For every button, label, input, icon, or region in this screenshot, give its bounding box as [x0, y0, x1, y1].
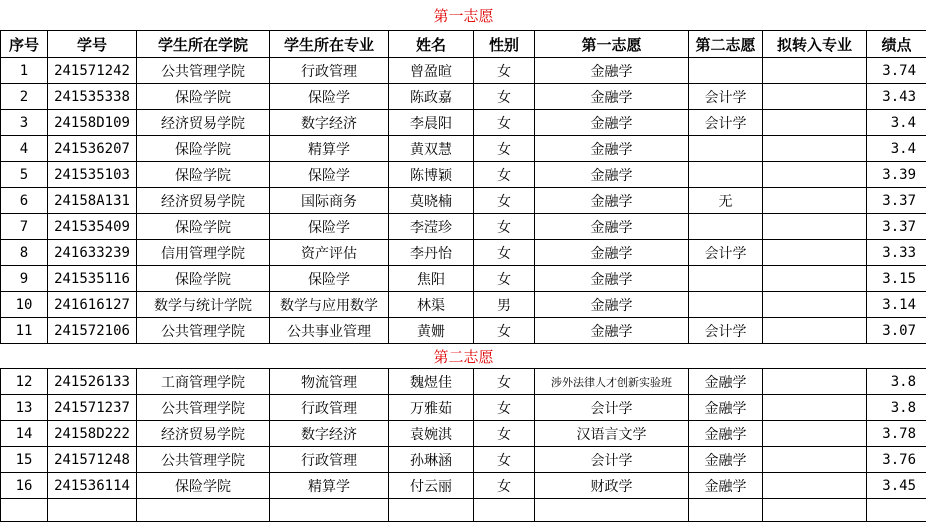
cell-first-choice: 金融学 — [535, 84, 689, 110]
cell-target-major — [763, 162, 867, 188]
cell-first-choice: 金融学 — [535, 188, 689, 214]
cell-student-id: 24158A131 — [48, 188, 137, 214]
cell-gender: 女 — [474, 84, 535, 110]
cell-gpa: 3.76 — [867, 447, 926, 473]
cell-college: 数学与统计学院 — [137, 292, 270, 318]
cell-gpa: 3.78 — [867, 421, 926, 447]
empty-cell — [48, 499, 137, 522]
table-row — [1, 188, 926, 214]
empty-cell — [474, 499, 535, 522]
first-choice-title: 第一志愿 — [433, 6, 494, 25]
table-row — [1, 447, 926, 473]
cell-target-major — [763, 369, 867, 395]
cell-gender: 女 — [474, 473, 535, 499]
cell-college: 经济贸易学院 — [137, 188, 270, 214]
cell-target-major — [763, 421, 867, 447]
header-gender: 性别 — [474, 31, 535, 58]
cell-gpa: 3.37 — [867, 188, 926, 214]
empty-cell — [137, 499, 270, 522]
cell-major: 保险学 — [270, 214, 389, 240]
cell-index: 2 — [1, 84, 48, 110]
cell-name: 李滢珍 — [389, 214, 474, 240]
cell-gender: 女 — [474, 421, 535, 447]
cell-gender: 女 — [474, 318, 535, 344]
header-row — [1, 31, 926, 58]
cell-first-choice: 会计学 — [535, 447, 689, 473]
cell-second-choice — [689, 162, 763, 188]
table-row — [1, 136, 926, 162]
cell-first-choice: 金融学 — [535, 240, 689, 266]
cell-name: 陈政嘉 — [389, 84, 474, 110]
second-choice-title: 第二志愿 — [1, 344, 926, 369]
cell-gender: 男 — [474, 292, 535, 318]
empty-cell — [270, 499, 389, 522]
cell-index: 13 — [1, 395, 48, 421]
cell-major: 保险学 — [270, 162, 389, 188]
cell-name: 付云丽 — [389, 473, 474, 499]
cell-gender: 女 — [474, 188, 535, 214]
cell-index: 14 — [1, 421, 48, 447]
cell-first-choice: 金融学 — [535, 136, 689, 162]
table-row — [1, 214, 926, 240]
table-row — [1, 84, 926, 110]
cell-major: 数字经济 — [270, 421, 389, 447]
cell-college: 经济贸易学院 — [137, 110, 270, 136]
cell-name: 李丹怡 — [389, 240, 474, 266]
table-row — [1, 58, 926, 84]
cell-second-choice — [689, 214, 763, 240]
cell-name: 袁婉淇 — [389, 421, 474, 447]
cell-college: 保险学院 — [137, 84, 270, 110]
table-row — [1, 292, 926, 318]
cell-student-id: 24158D222 — [48, 421, 137, 447]
cell-student-id: 241536114 — [48, 473, 137, 499]
cell-gpa: 3.33 — [867, 240, 926, 266]
cell-major: 保险学 — [270, 84, 389, 110]
cell-target-major — [763, 214, 867, 240]
cell-gender: 女 — [474, 240, 535, 266]
cell-index: 4 — [1, 136, 48, 162]
cell-major: 物流管理 — [270, 369, 389, 395]
table-row — [1, 473, 926, 499]
cell-gender: 女 — [474, 266, 535, 292]
cell-name: 万雅茹 — [389, 395, 474, 421]
cell-first-choice: 金融学 — [535, 214, 689, 240]
cell-first-choice: 金融学 — [535, 266, 689, 292]
cell-major: 国际商务 — [270, 188, 389, 214]
cell-major: 行政管理 — [270, 447, 389, 473]
cell-index: 9 — [1, 266, 48, 292]
cell-index: 7 — [1, 214, 48, 240]
cell-student-id: 24158D109 — [48, 110, 137, 136]
empty-cell — [867, 499, 926, 522]
cell-target-major — [763, 84, 867, 110]
cell-student-id: 241633239 — [48, 240, 137, 266]
cell-name: 陈博颖 — [389, 162, 474, 188]
table-row — [1, 369, 926, 395]
cell-college: 保险学院 — [137, 266, 270, 292]
cell-target-major — [763, 188, 867, 214]
cell-index: 12 — [1, 369, 48, 395]
header-second-choice: 第二志愿 — [689, 31, 763, 58]
table-row — [1, 395, 926, 421]
cell-index: 1 — [1, 58, 48, 84]
header-major: 学生所在专业 — [270, 31, 389, 58]
cell-name: 孙琳涵 — [389, 447, 474, 473]
cell-gender: 女 — [474, 58, 535, 84]
cell-student-id: 241571237 — [48, 395, 137, 421]
cell-college: 公共管理学院 — [137, 447, 270, 473]
cell-index: 6 — [1, 188, 48, 214]
cell-first-choice: 涉外法律人才创新实验班 — [535, 369, 689, 395]
cell-major: 保险学 — [270, 266, 389, 292]
cell-target-major — [763, 110, 867, 136]
table-row — [1, 318, 926, 344]
cell-index: 15 — [1, 447, 48, 473]
cell-name: 李晨阳 — [389, 110, 474, 136]
cell-gpa: 3.37 — [867, 214, 926, 240]
cell-college: 公共管理学院 — [137, 318, 270, 344]
header-name: 姓名 — [389, 31, 474, 58]
cell-target-major — [763, 395, 867, 421]
table-row — [1, 110, 926, 136]
cell-index: 11 — [1, 318, 48, 344]
cell-major: 行政管理 — [270, 58, 389, 84]
cell-target-major — [763, 58, 867, 84]
cell-student-id: 241536207 — [48, 136, 137, 162]
cell-gender: 女 — [474, 447, 535, 473]
header-index: 序号 — [1, 31, 48, 58]
cell-second-choice: 会计学 — [689, 84, 763, 110]
cell-first-choice: 汉语言文学 — [535, 421, 689, 447]
table-row — [1, 266, 926, 292]
cell-major: 数字经济 — [270, 110, 389, 136]
cell-index: 3 — [1, 110, 48, 136]
cell-first-choice: 金融学 — [535, 318, 689, 344]
cell-target-major — [763, 136, 867, 162]
cell-second-choice — [689, 292, 763, 318]
cell-student-id: 241535103 — [48, 162, 137, 188]
header-student-id: 学号 — [48, 31, 137, 58]
cell-student-id: 241572106 — [48, 318, 137, 344]
cell-first-choice: 金融学 — [535, 58, 689, 84]
cell-second-choice — [689, 136, 763, 162]
cell-name: 莫晓楠 — [389, 188, 474, 214]
cell-gender: 女 — [474, 214, 535, 240]
cell-name: 黄姗 — [389, 318, 474, 344]
cell-major: 精算学 — [270, 473, 389, 499]
cell-college: 工商管理学院 — [137, 369, 270, 395]
cell-gender: 女 — [474, 369, 535, 395]
cell-major: 行政管理 — [270, 395, 389, 421]
cell-second-choice: 金融学 — [689, 473, 763, 499]
cell-target-major — [763, 473, 867, 499]
cell-gender: 女 — [474, 162, 535, 188]
cell-student-id: 241571242 — [48, 58, 137, 84]
cell-second-choice: 金融学 — [689, 369, 763, 395]
cell-student-id: 241535338 — [48, 84, 137, 110]
cell-name: 黄双慧 — [389, 136, 474, 162]
cell-gpa: 3.4 — [867, 110, 926, 136]
cell-second-choice: 会计学 — [689, 318, 763, 344]
cell-index: 8 — [1, 240, 48, 266]
header-first-choice: 第一志愿 — [535, 31, 689, 58]
cell-target-major — [763, 318, 867, 344]
cell-college: 经济贸易学院 — [137, 421, 270, 447]
cell-student-id: 241571248 — [48, 447, 137, 473]
cell-index: 5 — [1, 162, 48, 188]
cell-student-id: 241526133 — [48, 369, 137, 395]
header-college: 学生所在学院 — [137, 31, 270, 58]
empty-cell — [763, 499, 867, 522]
cell-second-choice — [689, 58, 763, 84]
cell-name: 魏煜佳 — [389, 369, 474, 395]
cell-name: 焦阳 — [389, 266, 474, 292]
cell-college: 保险学院 — [137, 136, 270, 162]
cell-gender: 女 — [474, 110, 535, 136]
cell-gpa: 3.15 — [867, 266, 926, 292]
cell-student-id: 241535116 — [48, 266, 137, 292]
cell-college: 保险学院 — [137, 162, 270, 188]
cell-first-choice: 财政学 — [535, 473, 689, 499]
cell-student-id: 241535409 — [48, 214, 137, 240]
cell-index: 10 — [1, 292, 48, 318]
table-body — [1, 0, 926, 522]
cell-target-major — [763, 447, 867, 473]
cell-second-choice: 无 — [689, 188, 763, 214]
cell-target-major — [763, 266, 867, 292]
empty-cell — [389, 499, 474, 522]
empty-cell — [689, 499, 763, 522]
cell-college: 信用管理学院 — [137, 240, 270, 266]
header-target-major: 拟转入专业 — [763, 31, 867, 58]
cell-gpa: 3.14 — [867, 292, 926, 318]
title-row — [1, 0, 926, 31]
cell-gpa: 3.4 — [867, 136, 926, 162]
cell-first-choice: 金融学 — [535, 292, 689, 318]
section-row — [1, 344, 926, 369]
table-row — [1, 240, 926, 266]
cell-first-choice: 金融学 — [535, 162, 689, 188]
cell-student-id: 241616127 — [48, 292, 137, 318]
cell-name: 曾盈暄 — [389, 58, 474, 84]
cell-first-choice: 会计学 — [535, 395, 689, 421]
table-row — [1, 421, 926, 447]
empty-cell — [1, 499, 48, 522]
cell-second-choice: 会计学 — [689, 240, 763, 266]
cell-gender: 女 — [474, 136, 535, 162]
cell-college: 公共管理学院 — [137, 395, 270, 421]
cell-major: 公共事业管理 — [270, 318, 389, 344]
cell-first-choice: 金融学 — [535, 110, 689, 136]
cell-gpa: 3.8 — [867, 369, 926, 395]
cell-college: 保险学院 — [137, 473, 270, 499]
cell-second-choice: 金融学 — [689, 447, 763, 473]
cell-college: 公共管理学院 — [137, 58, 270, 84]
cell-major: 精算学 — [270, 136, 389, 162]
cell-gpa: 3.43 — [867, 84, 926, 110]
cell-major: 数学与应用数学 — [270, 292, 389, 318]
cell-gpa: 3.39 — [867, 162, 926, 188]
cell-gpa: 3.74 — [867, 58, 926, 84]
table-row — [1, 162, 926, 188]
cell-gpa: 3.45 — [867, 473, 926, 499]
cell-gpa: 3.8 — [867, 395, 926, 421]
cell-major: 资产评估 — [270, 240, 389, 266]
empty-cell — [535, 499, 689, 522]
cell-gender: 女 — [474, 395, 535, 421]
cell-second-choice: 会计学 — [689, 110, 763, 136]
cell-second-choice — [689, 266, 763, 292]
empty-row — [1, 499, 926, 522]
cell-target-major — [763, 292, 867, 318]
cell-target-major — [763, 240, 867, 266]
cell-name: 林渠 — [389, 292, 474, 318]
cell-second-choice: 金融学 — [689, 395, 763, 421]
cell-index: 16 — [1, 473, 48, 499]
cell-gpa: 3.07 — [867, 318, 926, 344]
cell-second-choice: 金融学 — [689, 421, 763, 447]
cell-college: 保险学院 — [137, 214, 270, 240]
header-gpa: 绩点 — [867, 31, 926, 58]
